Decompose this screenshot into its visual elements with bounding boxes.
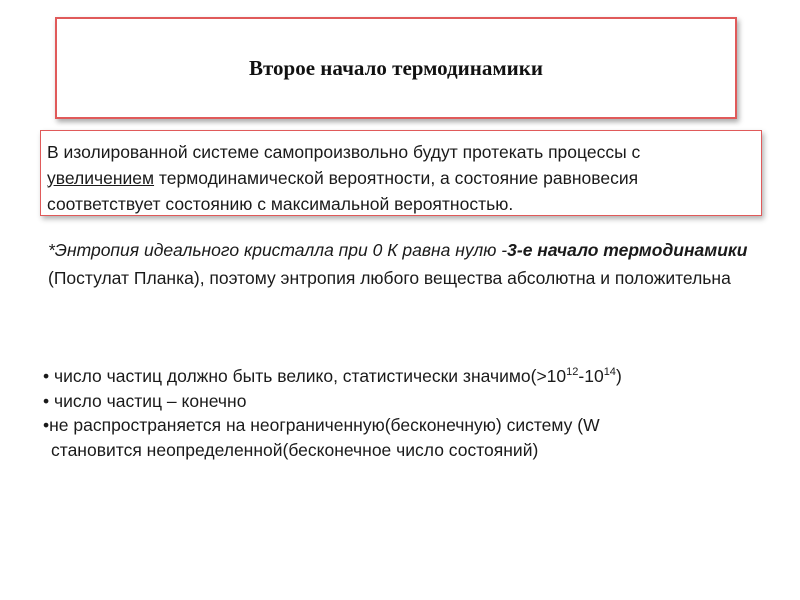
entropy-italic: *Энтропия идеального кристалла при 0 К равна нулю - xyxy=(48,240,508,260)
list-item-continuation: становится неопределенной(бесконечное число состояний) xyxy=(51,439,539,460)
definition-line-2 xyxy=(47,165,761,191)
entropy-note xyxy=(48,236,768,292)
conditions-list xyxy=(43,364,773,462)
list-item: • число частиц должно быть велико, статистически $значимо(>10^{12}-10^{14})$ xyxy=(43,366,622,386)
list-item: • число частиц – конечно xyxy=(43,390,247,411)
entropy-rest: (Постулат Планка), поэтому энтропия любого вещества абсолютна и положительна xyxy=(48,268,731,288)
slide-title: Второе начало термодинамики xyxy=(249,55,543,80)
underlined-word: увеличением xyxy=(47,168,155,188)
definition-box xyxy=(40,130,762,216)
title-box xyxy=(55,17,737,119)
definition-line-3: соответствует состоянию с максимальной вероятностью. xyxy=(47,194,514,214)
definition-line-1: В изолированной системе самопроизвольно будут протекать процессы с xyxy=(47,142,641,162)
definition-line-2-rest: термодинамической вероятности, а состояние равновесия xyxy=(154,168,639,188)
third-law-label: 3-е начало термодинамики xyxy=(507,240,748,260)
list-item: •не распространяется на неограниченную(бесконечную) систему (W xyxy=(43,415,600,435)
